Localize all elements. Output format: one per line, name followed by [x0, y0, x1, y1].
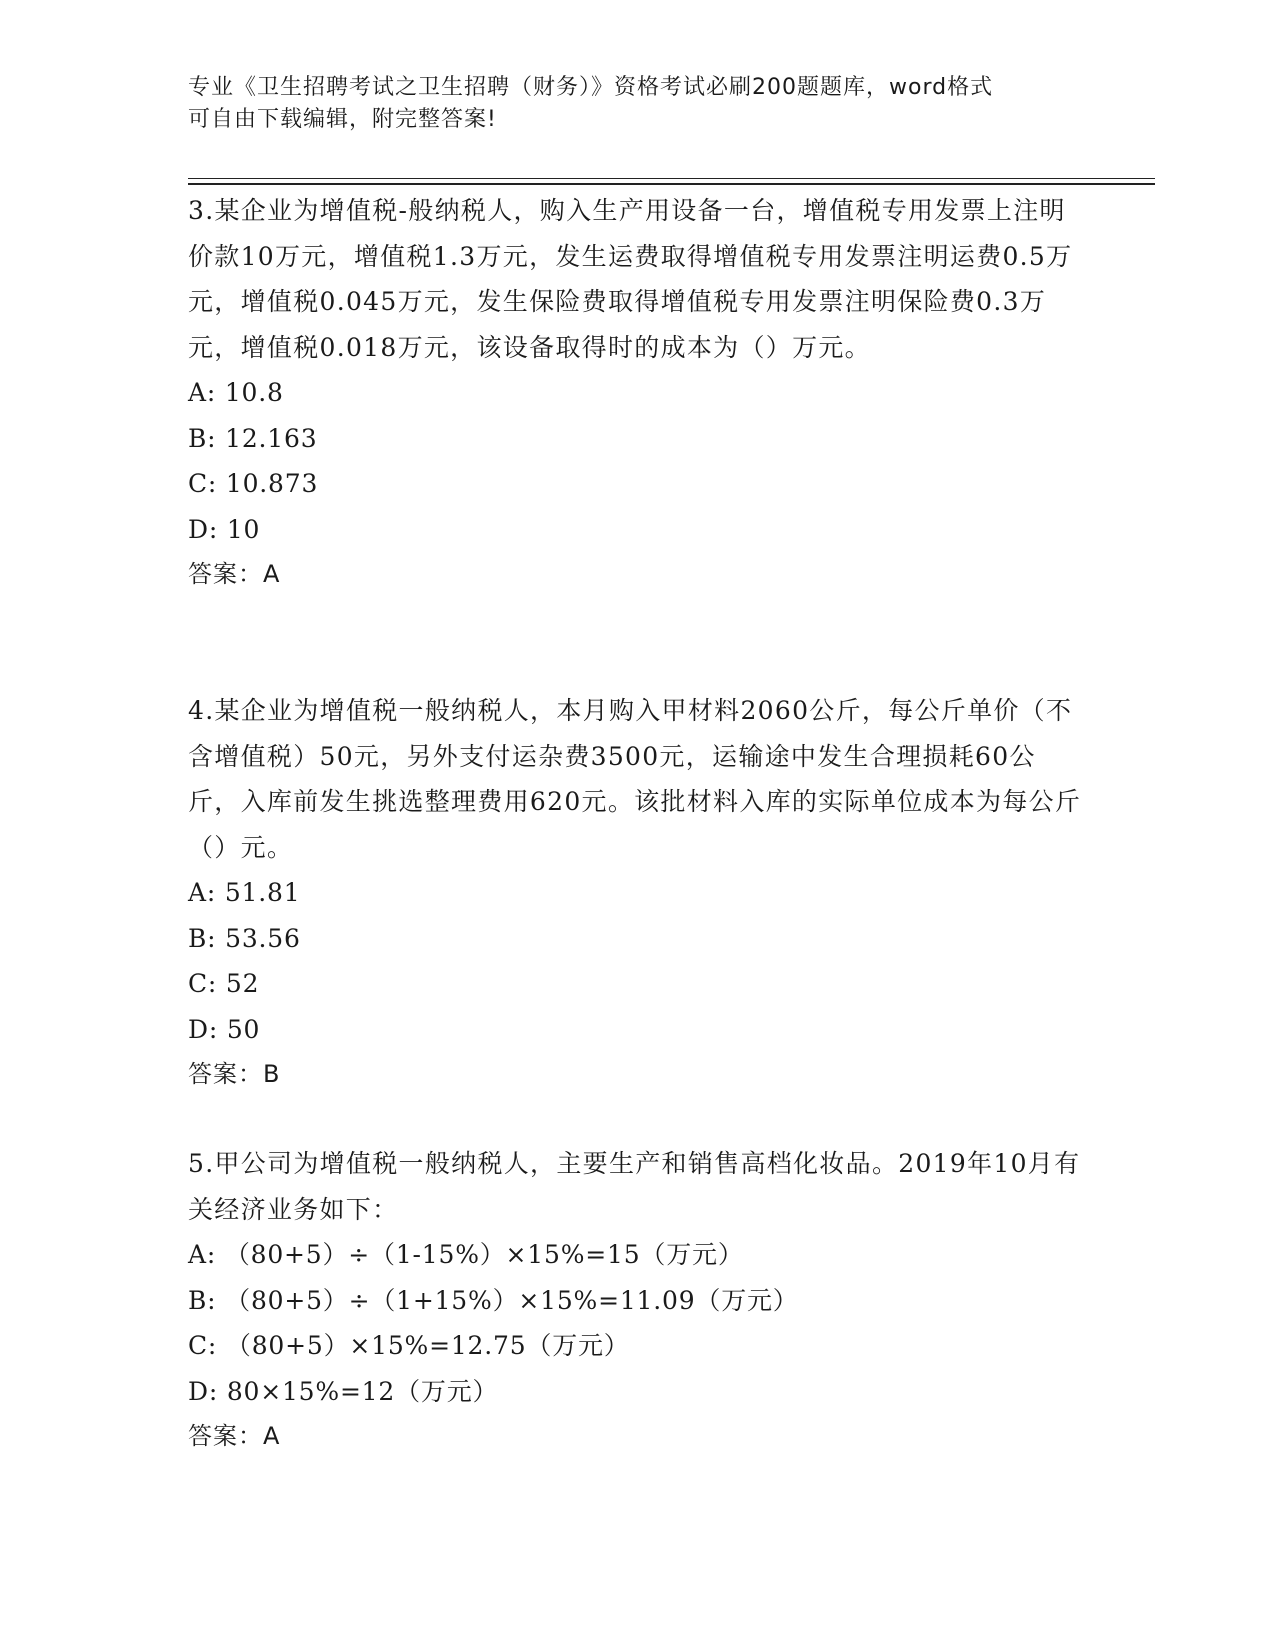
- option-b: B: 53.56: [188, 923, 301, 953]
- header-title-line-2: 可自由下载编辑，附完整答案!: [188, 107, 497, 132]
- answer-line: 答案：A: [188, 1422, 281, 1450]
- option-a: A: （80+5）÷（1-15%）×15%=15（万元）: [188, 1240, 744, 1269]
- option-d: D: 50: [188, 1014, 261, 1044]
- option-a: A: 10.8: [188, 378, 284, 407]
- header-divider-thick: [188, 183, 1155, 185]
- question-block: [188, 1141, 1088, 1460]
- option-a: A: 51.81: [188, 878, 301, 907]
- question-block: [188, 688, 1088, 1098]
- question-block: [188, 188, 1088, 598]
- question-stem: 4.某企业为增值税一般纳税人，本月购入甲材料2060公斤，每公斤单价（不含增值税）50元，另外支付运杂费3500元，运输途中发生合理损耗60公斤，入库前发生挑选整理费用620元。该批材料入库的实际单位成本为每公斤（）元。: [188, 696, 1082, 862]
- option-d: D: 80×15%=12（万元）: [188, 1376, 499, 1406]
- option-b: B: （80+5）÷（1+15%）×15%=11.09（万元）: [188, 1285, 799, 1315]
- question-stem: 5.甲公司为增值税一般纳税人，主要生产和销售高档化妆品。2019年10月有关经济业务如下：: [188, 1149, 1081, 1224]
- option-d: D: 10: [188, 514, 261, 544]
- header-title-line-1: 专业《卫生招聘考试之卫生招聘（财务）》资格考试必刷200题题库，word格式: [188, 75, 994, 100]
- question-stem: 3.某企业为增值税-般纳税人，购入生产用设备一台，增值税专用发票上注明价款10万元，增值税1.3万元，发生运费取得增值税专用发票注明运费0.5万元，增值税0.045万元，发生保险费取得增值税专用发票注明保险费0.3万元，增值税0.018万元，该设备取得时的成本为（）万元。: [188, 196, 1073, 362]
- answer-line: 答案：A: [188, 560, 281, 588]
- option-b: B: 12.163: [188, 423, 318, 453]
- option-c: C: （80+5）×15%=12.75（万元）: [188, 1331, 630, 1360]
- answer-line: 答案：B: [188, 1060, 281, 1088]
- header-divider-thin: [188, 178, 1155, 179]
- option-c: C: 10.873: [188, 469, 319, 498]
- option-c: C: 52: [188, 969, 260, 998]
- document-header: [188, 72, 1088, 136]
